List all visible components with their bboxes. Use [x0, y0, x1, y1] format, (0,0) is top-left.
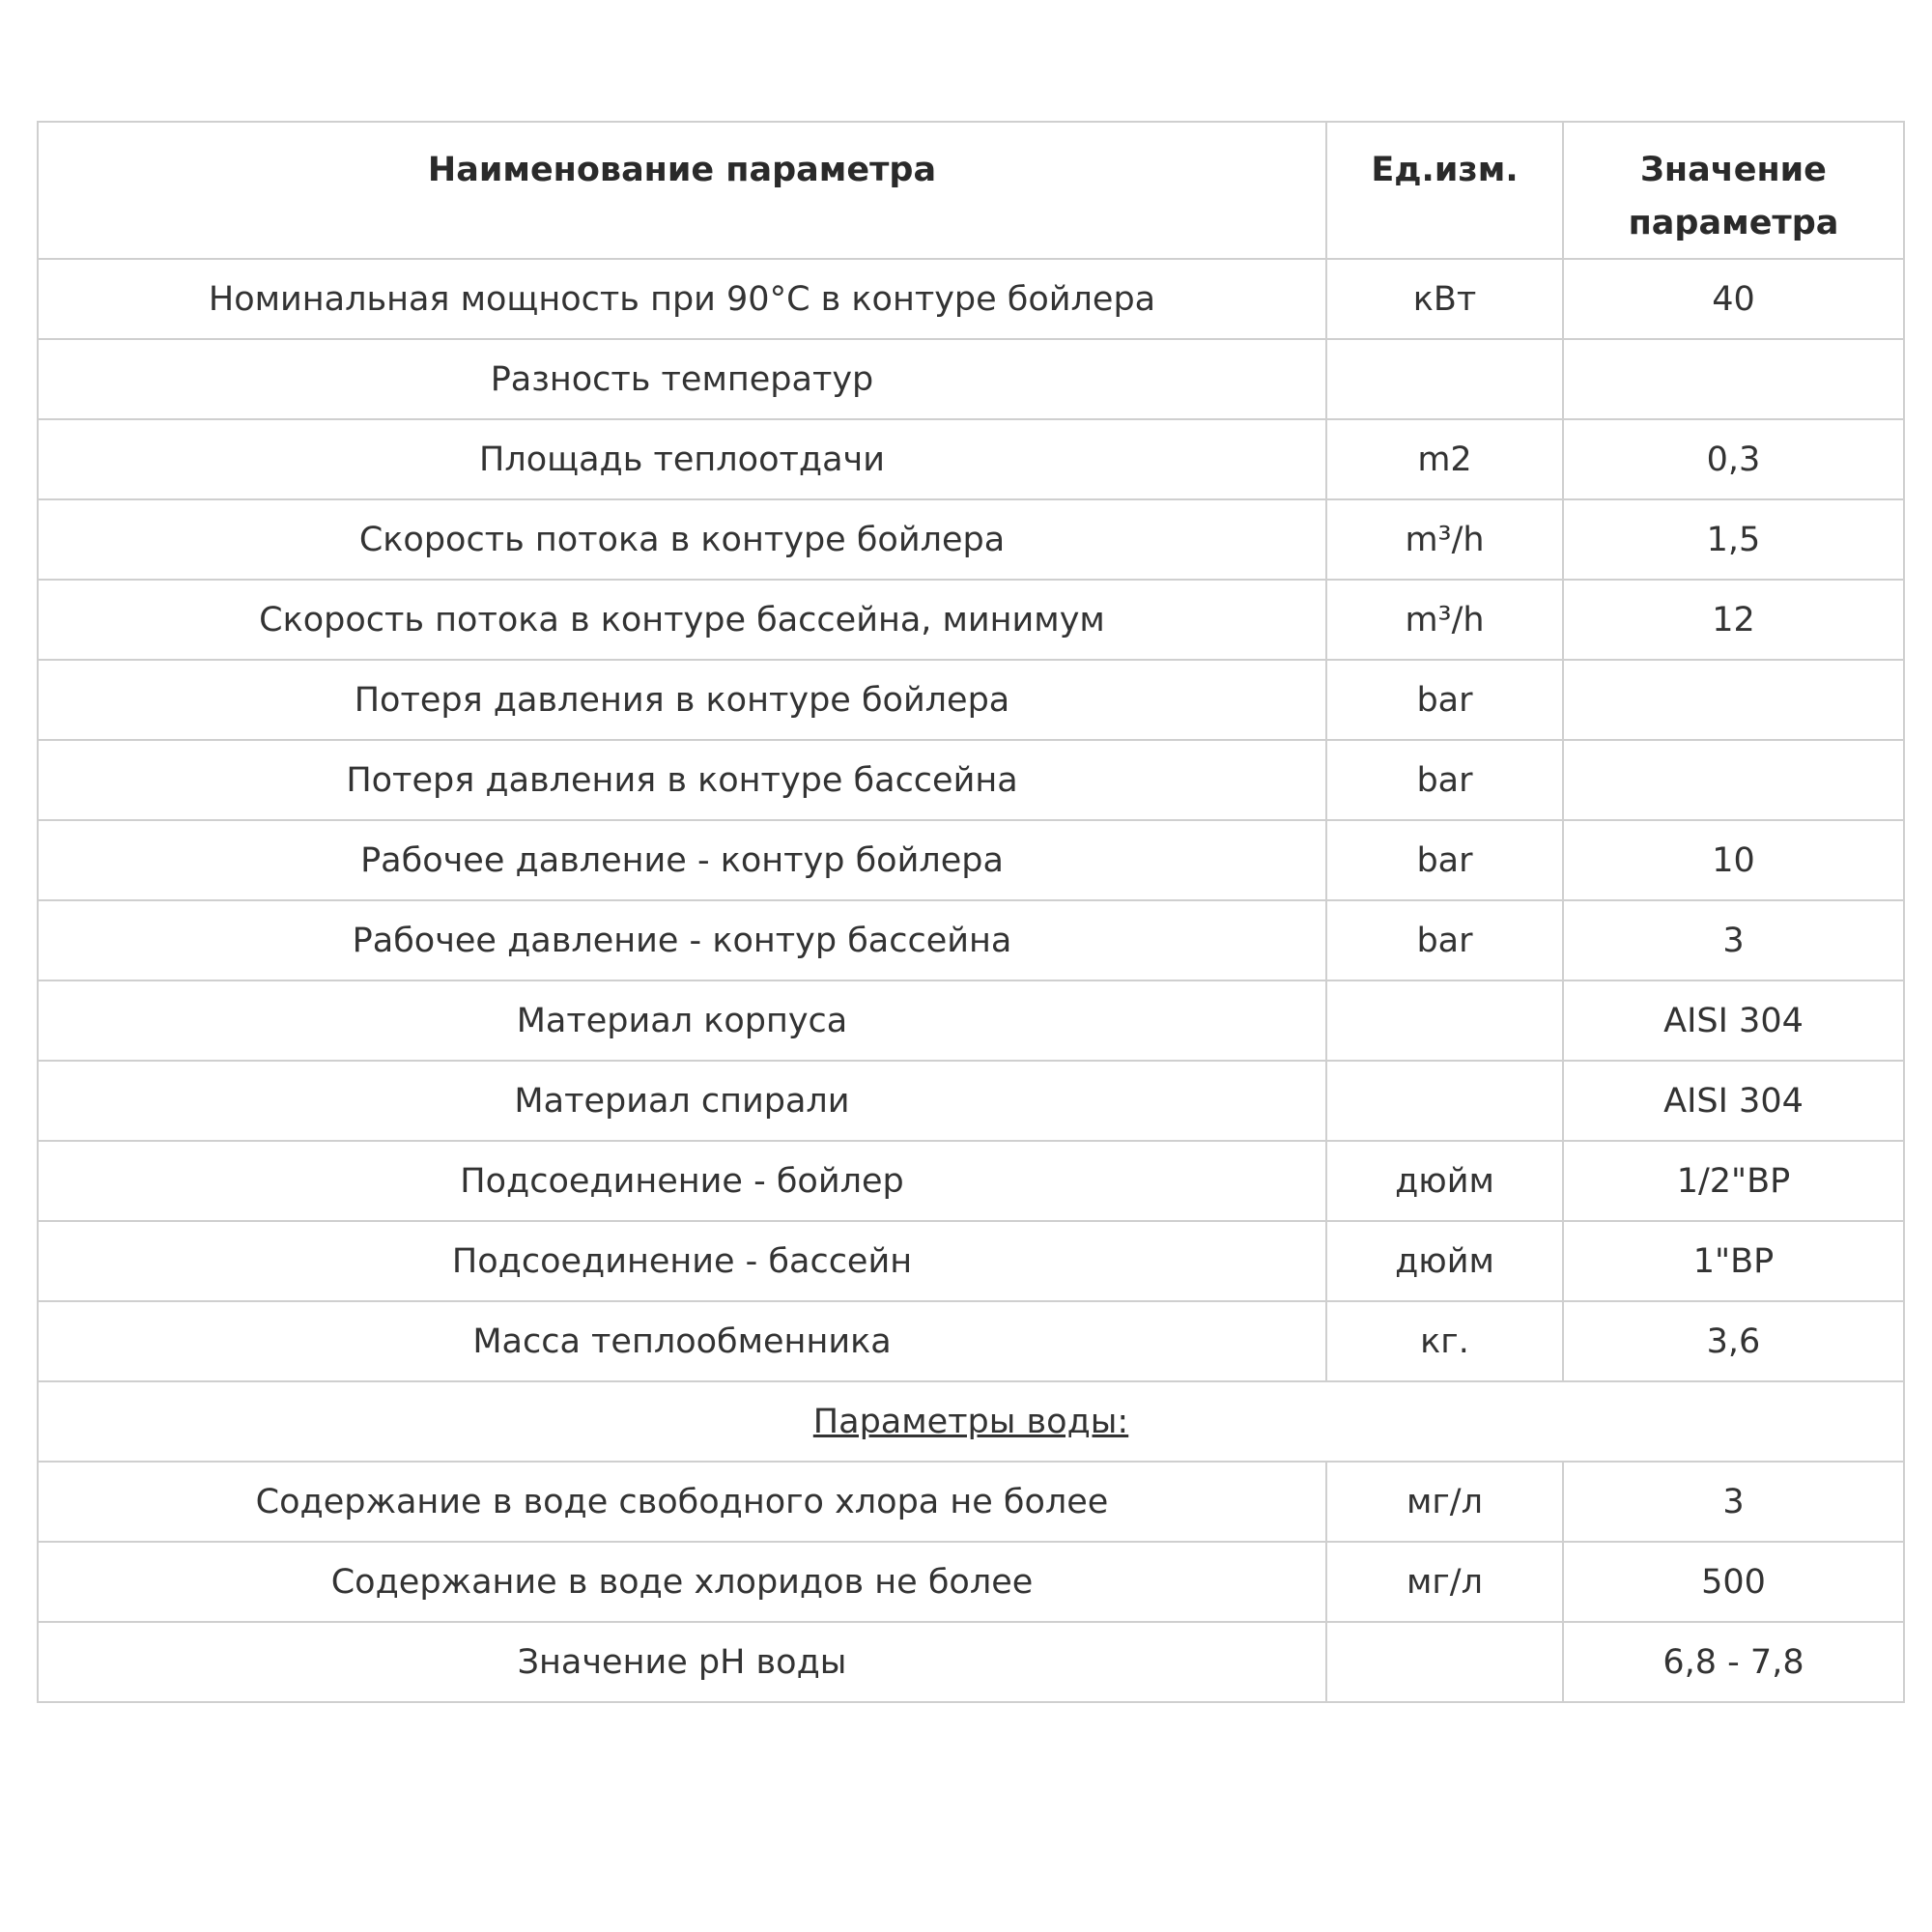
table-row [38, 1622, 1904, 1702]
param-unit: кг. [1326, 1301, 1563, 1381]
param-unit: m³/h [1326, 499, 1563, 580]
param-name: Подсоединение - бассейн [38, 1221, 1326, 1301]
param-name: Скорость потока в контуре бассейна, минимум [38, 580, 1326, 660]
param-name: Материал корпуса [38, 980, 1326, 1061]
table-row [38, 660, 1904, 740]
param-name: Потеря давления в контуре бойлера [38, 660, 1326, 740]
param-unit: m³/h [1326, 580, 1563, 660]
param-name: Рабочее давление - контур бассейна [38, 900, 1326, 980]
param-unit [1326, 1061, 1563, 1141]
table-row [38, 1061, 1904, 1141]
table-row [38, 1141, 1904, 1221]
param-value: 3 [1563, 1462, 1904, 1542]
table-row [38, 419, 1904, 499]
param-unit: мг/л [1326, 1462, 1563, 1542]
param-value: 10 [1563, 820, 1904, 900]
section-row [38, 1381, 1904, 1462]
param-name: Скорость потока в контуре бойлера [38, 499, 1326, 580]
param-value: AISI 304 [1563, 1061, 1904, 1141]
param-name: Разность температур [38, 339, 1326, 419]
table-row [38, 900, 1904, 980]
param-name: Масса теплообменника [38, 1301, 1326, 1381]
param-name: Номинальная мощность при 90°С в контуре бойлера [38, 259, 1326, 339]
param-value [1563, 740, 1904, 820]
param-name: Подсоединение - бойлер [38, 1141, 1326, 1221]
param-value: 1"ВР [1563, 1221, 1904, 1301]
param-name: Площадь теплоотдачи [38, 419, 1326, 499]
param-value: AISI 304 [1563, 980, 1904, 1061]
header-unit: Ед.изм. [1326, 122, 1563, 259]
param-value [1563, 339, 1904, 419]
param-unit: мг/л [1326, 1542, 1563, 1622]
param-unit: bar [1326, 660, 1563, 740]
table-row [38, 1301, 1904, 1381]
param-value: 12 [1563, 580, 1904, 660]
param-unit [1326, 980, 1563, 1061]
parameters-table-container [37, 121, 1903, 1703]
param-value: 3 [1563, 900, 1904, 980]
table-header-row [38, 122, 1904, 259]
section-title-cell [38, 1381, 1904, 1462]
param-name: Содержание в воде хлоридов не более [38, 1542, 1326, 1622]
header-parameter-name: Наименование параметра [38, 122, 1326, 259]
param-value: 6,8 - 7,8 [1563, 1622, 1904, 1702]
param-value: 3,6 [1563, 1301, 1904, 1381]
param-name: Потеря давления в контуре бассейна [38, 740, 1326, 820]
param-value: 500 [1563, 1542, 1904, 1622]
param-value: 40 [1563, 259, 1904, 339]
table-row [38, 259, 1904, 339]
param-name: Значение pH воды [38, 1622, 1326, 1702]
param-name: Содержание в воде свободного хлора не более [38, 1462, 1326, 1542]
param-unit [1326, 1622, 1563, 1702]
param-name: Материал спирали [38, 1061, 1326, 1141]
param-unit: bar [1326, 900, 1563, 980]
table-row [38, 1221, 1904, 1301]
param-value: 0,3 [1563, 419, 1904, 499]
param-unit: bar [1326, 740, 1563, 820]
table-row [38, 339, 1904, 419]
param-unit: m2 [1326, 419, 1563, 499]
table-row [38, 740, 1904, 820]
param-unit: кВт [1326, 259, 1563, 339]
table-row [38, 1542, 1904, 1622]
water-parameters-title: Параметры воды: [812, 1402, 1129, 1441]
param-unit: bar [1326, 820, 1563, 900]
param-value [1563, 660, 1904, 740]
param-unit: дюйм [1326, 1221, 1563, 1301]
parameters-table [37, 121, 1905, 1703]
param-unit: дюйм [1326, 1141, 1563, 1221]
table-row [38, 580, 1904, 660]
param-unit [1326, 339, 1563, 419]
header-value: Значение параметра [1563, 122, 1904, 259]
param-value: 1/2"ВР [1563, 1141, 1904, 1221]
param-name: Рабочее давление - контур бойлера [38, 820, 1326, 900]
table-row [38, 499, 1904, 580]
table-row [38, 820, 1904, 900]
param-value: 1,5 [1563, 499, 1904, 580]
table-row [38, 980, 1904, 1061]
table-row [38, 1462, 1904, 1542]
